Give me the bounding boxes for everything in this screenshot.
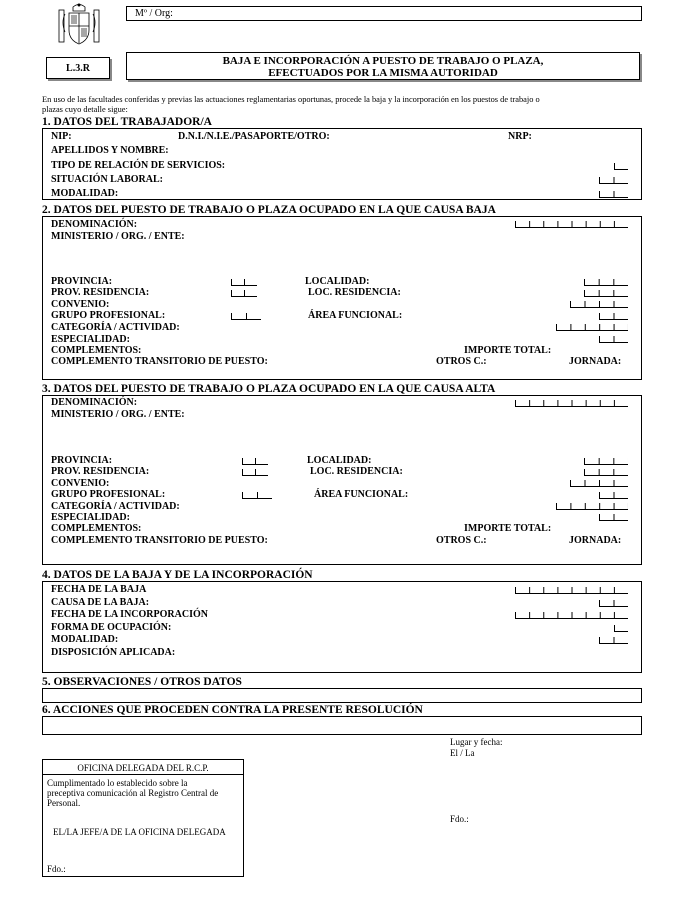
area2-label: ÁREA FUNCIONAL:	[308, 310, 403, 321]
dni-label: D.N.I./N.I.E./PASAPORTE/OTRO:	[178, 131, 330, 142]
form-code-box	[46, 57, 110, 79]
jornada3-label: JORNADA:	[569, 535, 622, 546]
intro-text-line2: plazas cuyo detalle sigue:	[42, 105, 128, 114]
provincia3-cells[interactable]	[242, 458, 268, 465]
categoria2-label: CATEGORÍA / ACTIVIDAD:	[51, 322, 180, 333]
coat-of-arms-icon	[55, 2, 103, 48]
causa-baja-cells[interactable]	[599, 600, 628, 607]
mo-org-label: Mº / Org:	[135, 8, 173, 19]
el-la-label: El / La	[450, 748, 475, 758]
especialidad3-cells[interactable]	[599, 514, 628, 521]
fecha-baja-cells[interactable]	[515, 587, 628, 594]
oficina-delegada-box	[42, 759, 244, 877]
complementos2-label: COMPLEMENTOS:	[51, 345, 142, 356]
grupo3-cells[interactable]	[242, 492, 272, 499]
oficina-title: OFICINA DELEGADA DEL R.C.P.	[77, 763, 209, 773]
form-title-line1: BAJA E INCORPORACIÓN A PUESTO DE TRABAJO O PLAZA,	[222, 55, 544, 67]
loc-residencia2-cells[interactable]	[584, 290, 628, 297]
denominacion3-label: DENOMINACIÓN:	[51, 397, 138, 408]
section6-title: 6. ACCIONES QUE PROCEDEN CONTRA LA PRESENTE RESOLUCIÓN	[42, 704, 423, 716]
situacion-label: SITUACIÓN LABORAL:	[51, 174, 163, 185]
ministerio2-label: MINISTERIO / ORG. / ENTE:	[51, 231, 185, 242]
section3-title: 3. DATOS DEL PUESTO DE TRABAJO O PLAZA OCUPADO EN LA QUE CAUSA ALTA	[42, 383, 496, 395]
oficina-divider	[43, 774, 243, 775]
grupo2-label: GRUPO PROFESIONAL:	[51, 310, 166, 321]
loc-residencia3-label: LOC. RESIDENCIA:	[310, 466, 403, 477]
provincia2-label: PROVINCIA:	[51, 276, 113, 287]
nrp-label: NRP:	[508, 131, 532, 142]
section1-title: 1. DATOS DEL TRABAJADOR/A	[42, 116, 212, 128]
section4-title: 4. DATOS DE LA BAJA Y DE LA INCORPORACIÓN	[42, 569, 313, 581]
forma-cells[interactable]	[614, 625, 628, 632]
modalidad1-cells[interactable]	[599, 191, 628, 198]
causa-baja-label: CAUSA DE LA BAJA:	[51, 597, 150, 608]
comp-transitorio2-label: COMPLEMENTO TRANSITORIO DE PUESTO:	[51, 356, 268, 367]
disposicion-label: DISPOSICIÓN APLICADA:	[51, 647, 176, 658]
fecha-baja-label: FECHA DE LA BAJA	[51, 584, 147, 595]
localidad3-cells[interactable]	[584, 458, 628, 465]
cumplimentado-line2: preceptiva comunicación al Registro Central de	[47, 788, 219, 798]
importe2-label: IMPORTE TOTAL:	[464, 345, 552, 356]
fdo-left-label: Fdo.:	[47, 864, 66, 874]
denominacion2-label: DENOMINACIÓN:	[51, 219, 138, 230]
form-code: L.3.R	[66, 63, 90, 74]
especialidad2-label: ESPECIALIDAD:	[51, 334, 130, 345]
loc-residencia2-label: LOC. RESIDENCIA:	[308, 287, 401, 298]
convenio3-label: CONVENIO:	[51, 478, 110, 489]
acciones-field[interactable]	[42, 716, 642, 735]
form-title-box	[126, 52, 640, 80]
convenio3-cells[interactable]	[570, 480, 628, 487]
fecha-incorp-cells[interactable]	[515, 612, 628, 619]
ministerio3-label: MINISTERIO / ORG. / ENTE:	[51, 409, 185, 420]
prov-residencia2-label: PROV. RESIDENCIA:	[51, 287, 150, 298]
categoria3-cells[interactable]	[556, 503, 628, 510]
comp-transitorio3-label: COMPLEMENTO TRANSITORIO DE PUESTO:	[51, 535, 268, 546]
localidad2-cells[interactable]	[584, 279, 628, 286]
localidad2-label: LOCALIDAD:	[305, 276, 370, 287]
grupo3-label: GRUPO PROFESIONAL:	[51, 489, 166, 500]
situacion-cells[interactable]	[599, 177, 628, 184]
intro-text-line1: En uso de las facultades conferidas y previas las actuaciones reglamentarias oportunas, procede la baja y la incorporación en los puestos de trabajo o	[42, 95, 540, 104]
fdo-right-label: Fdo.:	[450, 814, 469, 824]
loc-residencia3-cells[interactable]	[584, 469, 628, 476]
categoria3-label: CATEGORÍA / ACTIVIDAD:	[51, 501, 180, 512]
lugar-fecha-label: Lugar y fecha:	[450, 737, 503, 747]
denominacion2-cells[interactable]	[515, 221, 628, 228]
otros2-label: OTROS C.:	[436, 356, 487, 367]
form-title-line2: EFECTUADOS POR LA MISMA AUTORIDAD	[268, 67, 498, 79]
especialidad3-label: ESPECIALIDAD:	[51, 512, 130, 523]
section2-title: 2. DATOS DEL PUESTO DE TRABAJO O PLAZA OCUPADO EN LA QUE CAUSA BAJA	[42, 204, 496, 216]
observaciones-field[interactable]	[42, 688, 642, 703]
provincia3-label: PROVINCIA:	[51, 455, 113, 466]
mo-org-field[interactable]	[126, 6, 642, 21]
modalidad1-label: MODALIDAD:	[51, 188, 119, 199]
convenio2-cells[interactable]	[570, 301, 628, 308]
categoria2-cells[interactable]	[556, 324, 628, 331]
forma-label: FORMA DE OCUPACIÓN:	[51, 622, 172, 633]
area3-cells[interactable]	[599, 492, 628, 499]
complementos3-label: COMPLEMENTOS:	[51, 523, 142, 534]
nip-label: NIP:	[51, 131, 72, 142]
area3-label: ÁREA FUNCIONAL:	[314, 489, 409, 500]
cumplimentado-line1: Cumplimentado lo establecido sobre la	[47, 778, 188, 788]
provincia2-cells[interactable]	[231, 279, 257, 286]
denominacion3-cells[interactable]	[515, 400, 628, 407]
apellidos-label: APELLIDOS Y NOMBRE:	[51, 145, 169, 156]
modalidad4-cells[interactable]	[599, 637, 628, 644]
section5-title: 5. OBSERVACIONES / OTROS DATOS	[42, 676, 242, 688]
convenio2-label: CONVENIO:	[51, 299, 110, 310]
grupo2-cells[interactable]	[231, 313, 261, 320]
prov-residencia3-label: PROV. RESIDENCIA:	[51, 466, 150, 477]
importe3-label: IMPORTE TOTAL:	[464, 523, 552, 534]
prov-residencia2-cells[interactable]	[231, 290, 257, 297]
especialidad2-cells[interactable]	[599, 336, 628, 343]
otros3-label: OTROS C.:	[436, 535, 487, 546]
localidad3-label: LOCALIDAD:	[307, 455, 372, 466]
fecha-incorp-label: FECHA DE LA INCORPORACIÓN	[51, 609, 208, 620]
tipo-relacion-label: TIPO DE RELACIÓN DE SERVICIOS:	[51, 160, 226, 171]
area2-cells[interactable]	[599, 313, 628, 320]
prov-residencia3-cells[interactable]	[242, 469, 268, 476]
jornada2-label: JORNADA:	[569, 356, 622, 367]
tipo-relacion-cells[interactable]	[614, 163, 628, 170]
cumplimentado-line3: Personal.	[47, 798, 81, 808]
jefe-label: EL/LA JEFE/A DE LA OFICINA DELEGADA	[53, 827, 226, 837]
modalidad4-label: MODALIDAD:	[51, 634, 119, 645]
